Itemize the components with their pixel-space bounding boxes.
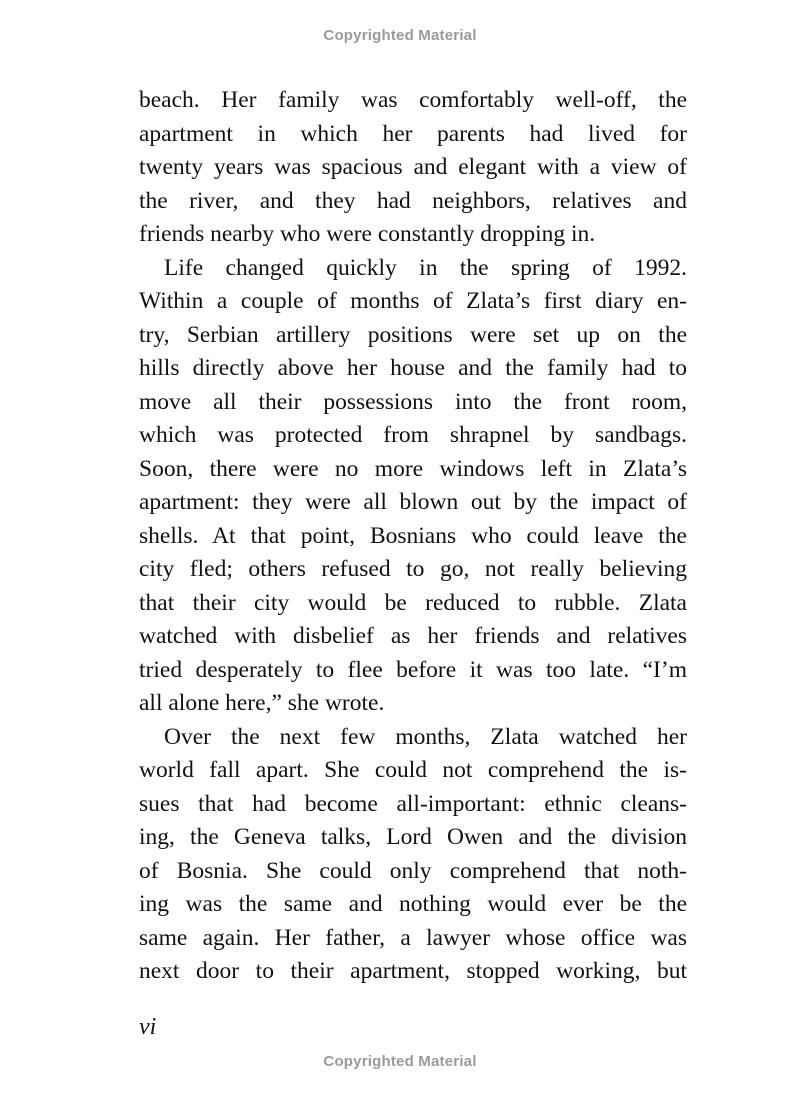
paragraph-2 [139,252,687,721]
text-line: friends nearby who were constantly dropping in. [139,221,596,247]
text-line: city fled; others refused to go, not really believing [139,556,687,582]
text-line: all alone here,” she wrote. [139,690,385,716]
text-line: tried desperately to flee before it was too late. “I’m [139,656,687,683]
text-line: beach. Her family was comfortably well-off, the [139,87,687,113]
text-line: Life changed quickly in the spring of 1992. [164,254,687,281]
text-line: of Bosnia. She could only comprehend that noth- [139,857,687,884]
paragraph-1 [139,84,687,252]
text-line: Soon, there were no more windows left in Zlata’s [139,455,687,482]
text-line: world fall apart. She could not comprehend the is- [139,757,687,783]
paragraph-3 [139,721,687,989]
body-text [139,84,687,989]
text-line: next door to their apartment, stopped working, but [139,958,687,984]
text-line: twenty years was spacious and elegant with a view of [139,154,687,180]
text-line: apartment in which her parents had lived for [139,120,687,147]
text-line: apartment: they were all blown out by the impact of [139,489,687,515]
text-line: that their city would be reduced to rubble. Zlata [139,589,687,616]
text-line: try, Serbian artillery positions were set up on the [139,321,687,348]
text-line: the river, and they had neighbors, relatives and [139,187,687,214]
text-line: hills directly above her house and the family had to [139,355,687,381]
text-line: Over the next few months, Zlata watched her [164,723,687,750]
text-line: ing, the Geneva talks, Lord Owen and the division [139,824,687,850]
text-line: ing was the same and nothing would ever be the [139,891,687,917]
copyright-watermark-bottom: Copyrighted Material [323,1053,477,1070]
text-line: sues that had become all-important: ethnic cleans- [139,790,687,817]
text-line: same again. Her father, a lawyer whose office was [139,924,687,951]
text-line: move all their possessions into the front room, [139,388,687,415]
text-line: watched with disbelief as her friends and relatives [139,623,687,649]
text-line: which was protected from shrapnel by sandbags. [139,422,687,448]
text-line: Within a couple of months of Zlata’s first diary en- [139,288,687,314]
copyright-watermark-top: Copyrighted Material [323,27,477,44]
text-line: shells. At that point, Bosnians who could leave the [139,522,687,549]
page-number: vi [139,1014,157,1040]
